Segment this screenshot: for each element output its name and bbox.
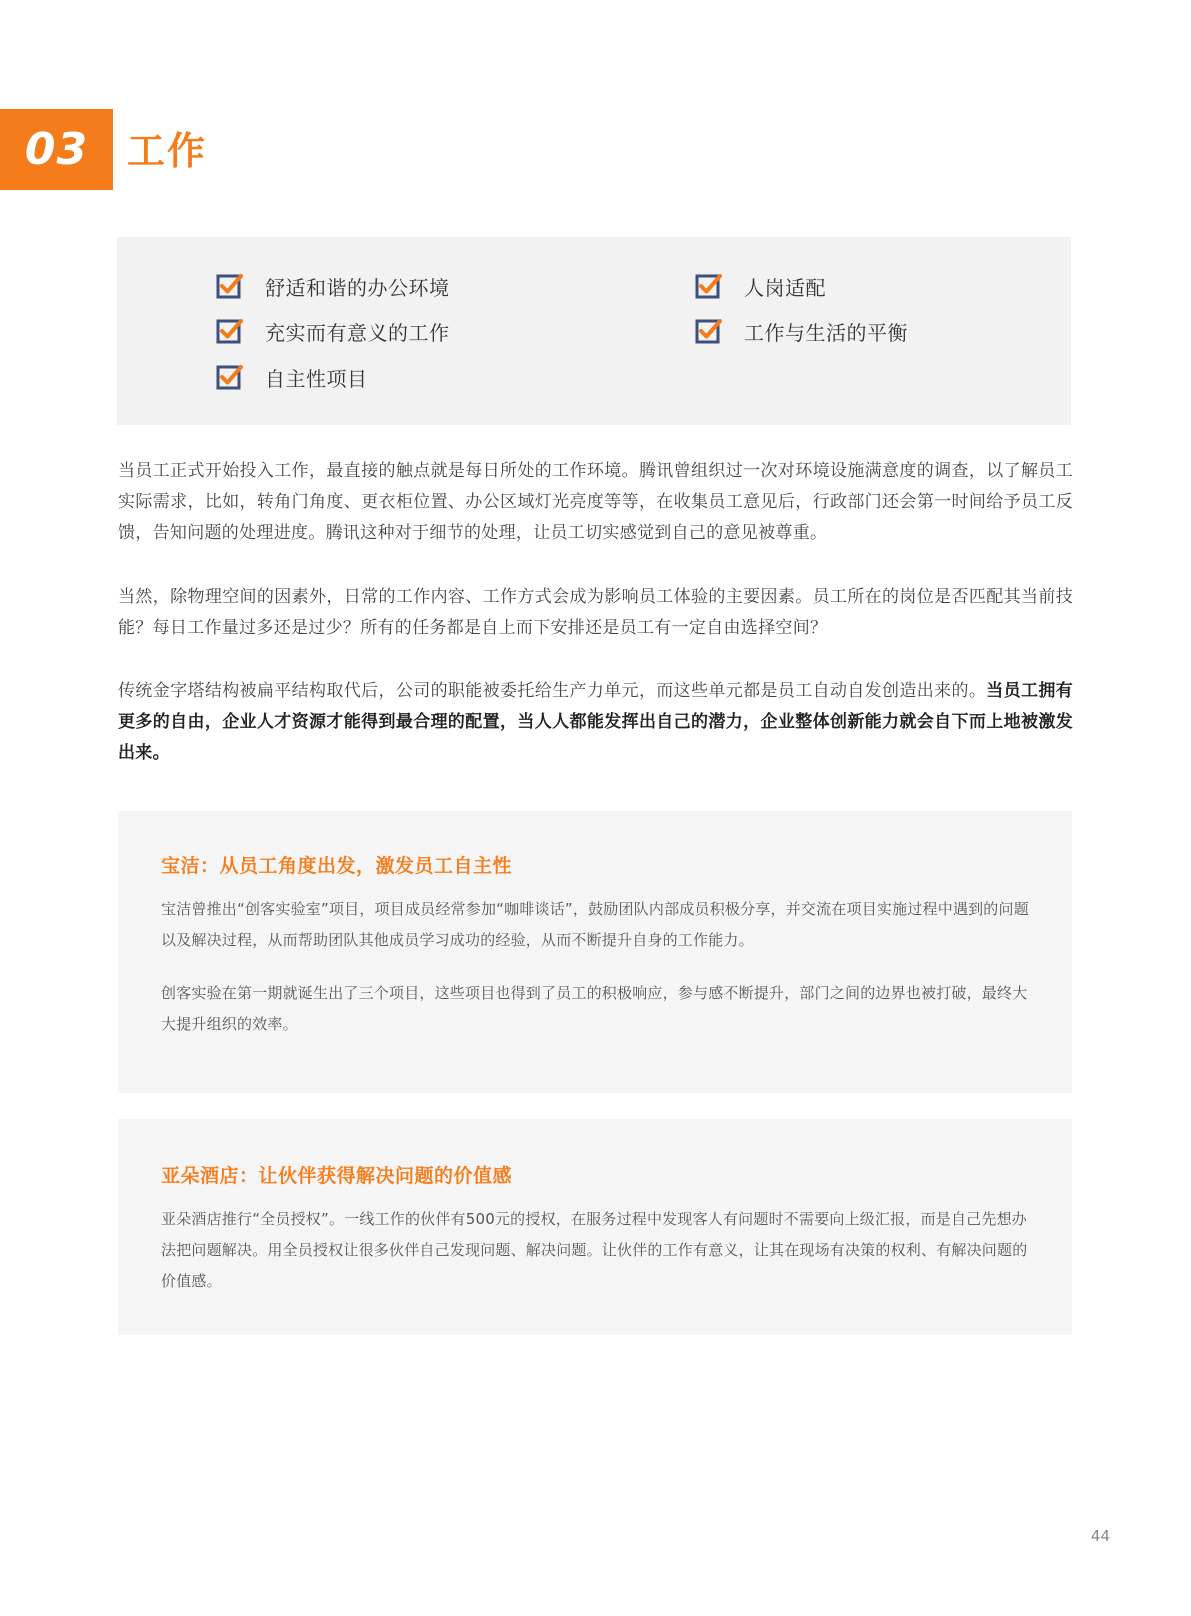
section-number: 03: [24, 124, 89, 175]
checklist-item-label: 自主性项目: [265, 366, 368, 391]
checklist-box: [117, 237, 1071, 425]
case-title: 亚朵酒店：让伙伴获得解决问题的价值感: [161, 1165, 513, 1187]
checkbox-checked-icon: [695, 272, 723, 300]
case-title: 宝洁：从员工角度出发，激发员工自主性: [161, 855, 513, 877]
checklist-item-label: 人岗适配: [744, 275, 826, 300]
checkbox-checked-icon: [216, 272, 244, 300]
body-paragraph-emphasis: 当员工拥有更多的自由，企业人才资源才能得到最合理的配置，当人人都能发挥出自己的潜力，企业整体创新能力就会自下而上地被激发出来。: [118, 681, 1074, 763]
checklist-item-label: 充实而有意义的工作: [265, 320, 450, 345]
page-number: 44: [1090, 1527, 1110, 1545]
section-title: 工作: [127, 129, 208, 173]
checkbox-checked-icon: [216, 317, 244, 345]
checklist-item: [216, 315, 450, 347]
case-paragraph: 亚朵酒店推行“全员授权”。一线工作的伙伴有500元的授权，在服务过程中发现客人有问题时不需要向上级汇报，而是自己先想办法把问题解决。用全员授权让很多伙伴自己发现问题、解决问题。让伙伴的工作有意义，让其在现场有决策的权利、有解决问题的价值感。: [161, 1210, 1028, 1290]
body-paragraph: 当然，除物理空间的因素外，日常的工作内容、工作方式会成为影响员工体验的主要因素。员工所在的岗位是否匹配其当前技能？每日工作量过多还是过少？所有的任务都是自上而下安排还是员工有一定自由选择空间？: [118, 587, 1073, 638]
case-paragraph: 宝洁曾推出“创客实验室”项目，项目成员经常参加“咖啡谈话”，鼓励团队内部成员积极分享，并交流在项目实施过程中遇到的问题以及解决过程，从而帮助团队其他成员学习成功的经验，从而不断提升自身的工作能力。: [161, 900, 1029, 949]
body-paragraph: [118, 676, 1073, 769]
case-box: [118, 1119, 1072, 1335]
checklist-item-label: 工作与生活的平衡: [744, 320, 908, 345]
body-paragraph-text: 传统金字塔结构被扁平结构取代后，公司的职能被委托给生产力单元，而这些单元都是员工自动自发创造出来的。: [118, 681, 987, 701]
checklist-item: [216, 270, 450, 302]
checkbox-checked-icon: [216, 363, 244, 391]
case-box: [118, 811, 1072, 1093]
section-number-badge: [0, 109, 113, 190]
case-paragraph: 创客实验在第一期就诞生出了三个项目，这些项目也得到了员工的积极响应，参与感不断提升，部门之间的边界也被打破，最终大大提升组织的效率。: [161, 984, 1028, 1033]
checklist-item: [695, 270, 826, 302]
body-paragraph: 当员工正式开始投入工作，最直接的触点就是每日所处的工作环境。腾讯曾组织过一次对环境设施满意度的调查，以了解员工实际需求，比如，转角门角度、更衣柜位置、办公区域灯光亮度等等，在收集员工意见后，行政部门还会第一时间给予员工反馈，告知问题的处理进度。腾讯这种对于细节的处理，让员工切实感觉到自己的意见被尊重。: [118, 461, 1073, 543]
checklist-item: [695, 315, 908, 347]
checkbox-checked-icon: [695, 317, 723, 345]
checklist-item-label: 舒适和谐的办公环境: [265, 275, 450, 300]
checklist-item: [216, 361, 368, 393]
